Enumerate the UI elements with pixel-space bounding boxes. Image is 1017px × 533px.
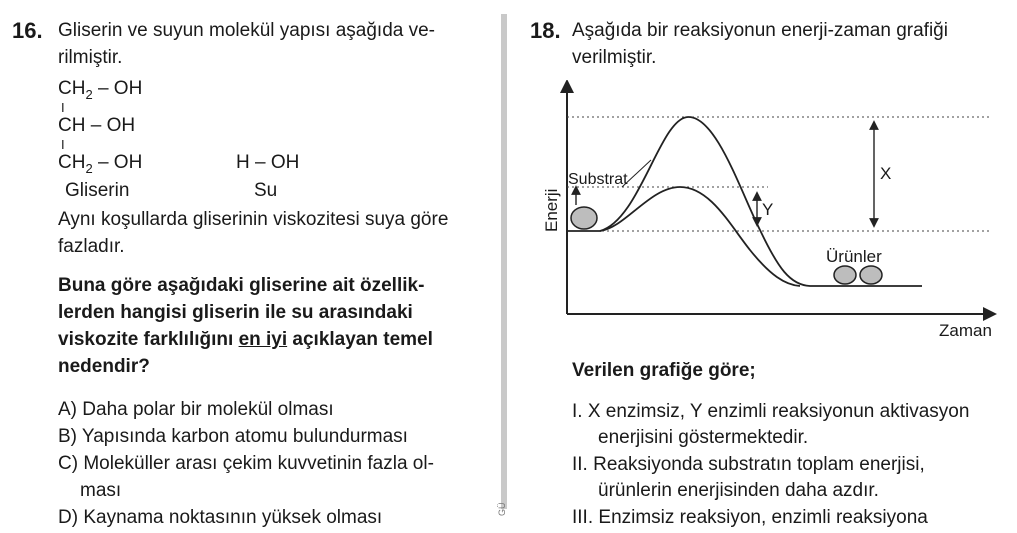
q16-option-a[interactable]: A) Daha polar bir molekül olması — [58, 399, 334, 420]
glycerin-label: Gliserin — [65, 180, 130, 201]
q18-item-3: III. Enzimsiz reaksiyon, enzimli reaksiyona — [572, 507, 928, 528]
water-formula: H – OH — [236, 152, 300, 173]
x-axis-label: Zaman — [939, 321, 992, 340]
q18-item-1-cont: enerjisini göstermektedir. — [598, 427, 809, 448]
q16-statement-line1: Aynı koşullarda gliserinin viskozitesi suya göre — [58, 209, 449, 230]
product-molecule-1 — [834, 266, 856, 284]
q16-question-line3: viskozite farklılığını en iyi açıklayan temel — [58, 329, 433, 350]
q18-item-2-cont: ürünlerin enerjisinden daha azdır. — [598, 480, 879, 501]
q16-option-b[interactable]: B) Yapısında karbon atomu bulundurması — [58, 426, 408, 447]
water-label: Su — [254, 180, 278, 201]
q18-intro-line2: verilmiştir. — [572, 47, 657, 68]
q18-prompt: Verilen grafiğe göre; — [572, 360, 756, 381]
q16-option-c-cont[interactable]: ması — [80, 480, 122, 501]
q16-statement-line2: fazladır. — [58, 236, 125, 257]
q16-question-line4: nedendir? — [58, 356, 150, 377]
y-axis-label: Enerji — [542, 188, 561, 232]
q18-item-2: II. Reaksiyonda substratın toplam enerjisi, — [572, 454, 925, 475]
substrate-molecule — [571, 207, 597, 229]
q16-question-line2: lerden hangisi gliserin ile su arasındaki — [58, 302, 413, 323]
energy-time-graph — [536, 80, 1006, 342]
q16-intro-line2: rilmiştir. — [58, 47, 123, 68]
x-label: X — [880, 164, 892, 183]
q16-question-line1: Buna göre aşağıdaki gliserine ait özellik- — [58, 275, 425, 296]
product-molecule-2 — [860, 266, 882, 284]
question-16-number: 16. — [12, 18, 43, 43]
column-divider — [501, 14, 507, 509]
q16-option-d[interactable]: D) Kaynama noktasının yüksek olması — [58, 507, 383, 528]
formula-row3: $CH_2$ – OH — [58, 152, 143, 176]
substrate-label: Substrat — [568, 171, 628, 188]
bond-line-1: I — [61, 100, 65, 115]
y-label: Y — [762, 200, 774, 219]
formula-row2: CH – OH — [58, 115, 136, 136]
q18-item-1: I. X enzimsiz, Y enzimli reaksiyonun aktivasyon — [572, 401, 970, 422]
q16-option-c[interactable]: C) Moleküller arası çekim kuvvetinin fazla ol- — [58, 453, 434, 474]
bond-line-2: I — [61, 137, 65, 152]
products-label: Ürünler — [826, 247, 882, 266]
q16-intro-line1: Gliserin ve suyun molekül yapısı aşağıda ve- — [58, 20, 436, 41]
question-18-number: 18. — [530, 18, 561, 43]
emphasis-en-iyi: en iyi — [238, 329, 288, 350]
formula-row1: $CH_2$ – OH — [58, 78, 143, 102]
divider-mark: GÜ — [497, 502, 507, 516]
q18-intro-line1: Aşağıda bir reaksiyonun enerji-zaman grafiği — [572, 20, 948, 41]
